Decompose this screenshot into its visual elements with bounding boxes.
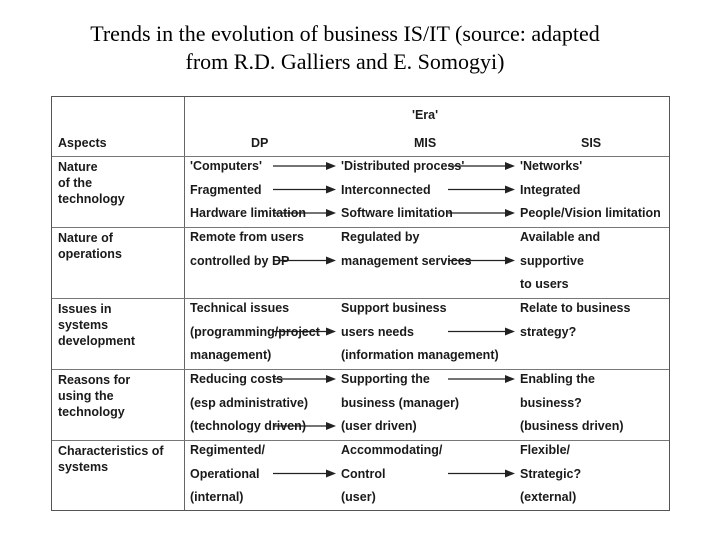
mis-cell: 'Distributed process' bbox=[341, 159, 465, 173]
mis-cell: Software limitation bbox=[341, 206, 453, 220]
sis-cell: Flexible/ bbox=[520, 443, 571, 457]
arrow-icon bbox=[448, 375, 515, 383]
arrow-icon bbox=[273, 162, 336, 170]
mis-cell: (user driven) bbox=[341, 419, 417, 433]
aspect-label: Reasons for using the technology bbox=[58, 373, 131, 419]
mis-cell: Interconnected bbox=[341, 182, 431, 197]
sis-cell: strategy? bbox=[520, 324, 577, 339]
mis-cell: business (manager) bbox=[341, 395, 460, 410]
era-header: 'Era' bbox=[412, 108, 439, 122]
dp-cell: (internal) bbox=[190, 490, 244, 504]
dp-cell: Fragmented bbox=[190, 182, 262, 197]
title-line-1: Trends in the evolution of business IS/IT (source: adapted bbox=[90, 21, 600, 46]
mis-cell: management services bbox=[341, 253, 472, 268]
dp-cell: (technology driven) bbox=[190, 419, 306, 433]
aspect-label: Characteristics of systems bbox=[58, 444, 164, 474]
aspect-label: Issues in systems development bbox=[58, 302, 136, 348]
title-line-2: from R.D. Galliers and E. Somogyi) bbox=[185, 49, 505, 74]
sis-cell: Relate to business bbox=[520, 301, 631, 315]
sis-cell: (business driven) bbox=[520, 419, 624, 433]
sis-cell: Integrated bbox=[520, 182, 581, 197]
arrow-icon bbox=[448, 328, 515, 336]
sis-cell: Enabling the bbox=[520, 372, 595, 386]
dp-header: DP bbox=[251, 136, 269, 150]
mis-cell: Control bbox=[341, 466, 386, 481]
mis-cell: Accommodating/ bbox=[341, 443, 443, 457]
dp-cell: (esp administrative) bbox=[190, 395, 309, 410]
mis-cell: (information management) bbox=[341, 348, 499, 362]
sis-cell: to users bbox=[520, 277, 569, 291]
sis-cell: business? bbox=[520, 395, 582, 410]
mis-cell: Supporting the bbox=[341, 372, 430, 386]
mis-cell: Support business bbox=[341, 301, 447, 315]
trends-table bbox=[51, 96, 670, 511]
arrow-icon bbox=[448, 470, 515, 478]
sis-cell: People/Vision limitation bbox=[520, 206, 661, 220]
dp-cell: Regimented/ bbox=[190, 443, 266, 457]
dp-cell: Hardware limitation bbox=[190, 206, 306, 220]
dp-cell: management) bbox=[190, 348, 272, 362]
dp-cell: Remote from users bbox=[190, 230, 304, 244]
dp-cell: (programming/project bbox=[190, 324, 320, 339]
sis-cell: Available and bbox=[520, 230, 601, 244]
aspect-label: Nature of operations bbox=[58, 231, 122, 261]
dp-cell: 'Computers' bbox=[190, 159, 262, 173]
mis-cell: Regulated by bbox=[341, 230, 420, 244]
sis-cell: Strategic? bbox=[520, 466, 582, 481]
sis-cell: supportive bbox=[520, 253, 584, 268]
arrow-icon bbox=[273, 186, 336, 194]
slide-title bbox=[0, 20, 690, 76]
sis-cell: (external) bbox=[520, 490, 577, 504]
mis-header: MIS bbox=[414, 136, 437, 150]
arrow-icon bbox=[448, 186, 515, 194]
sis-header: SIS bbox=[581, 136, 602, 150]
arrow-icon bbox=[448, 209, 515, 217]
aspects-header: Aspects bbox=[58, 136, 107, 150]
aspect-label: Nature of the technology bbox=[58, 160, 125, 206]
dp-cell: Reducing costs bbox=[190, 372, 284, 386]
dp-cell: controlled by DP bbox=[190, 253, 290, 268]
mis-cell: users needs bbox=[341, 324, 414, 339]
dp-cell: Operational bbox=[190, 466, 260, 481]
arrow-icon bbox=[273, 470, 336, 478]
dp-cell: Technical issues bbox=[190, 301, 290, 315]
mis-cell: (user) bbox=[341, 490, 376, 504]
sis-cell: 'Networks' bbox=[520, 159, 583, 173]
